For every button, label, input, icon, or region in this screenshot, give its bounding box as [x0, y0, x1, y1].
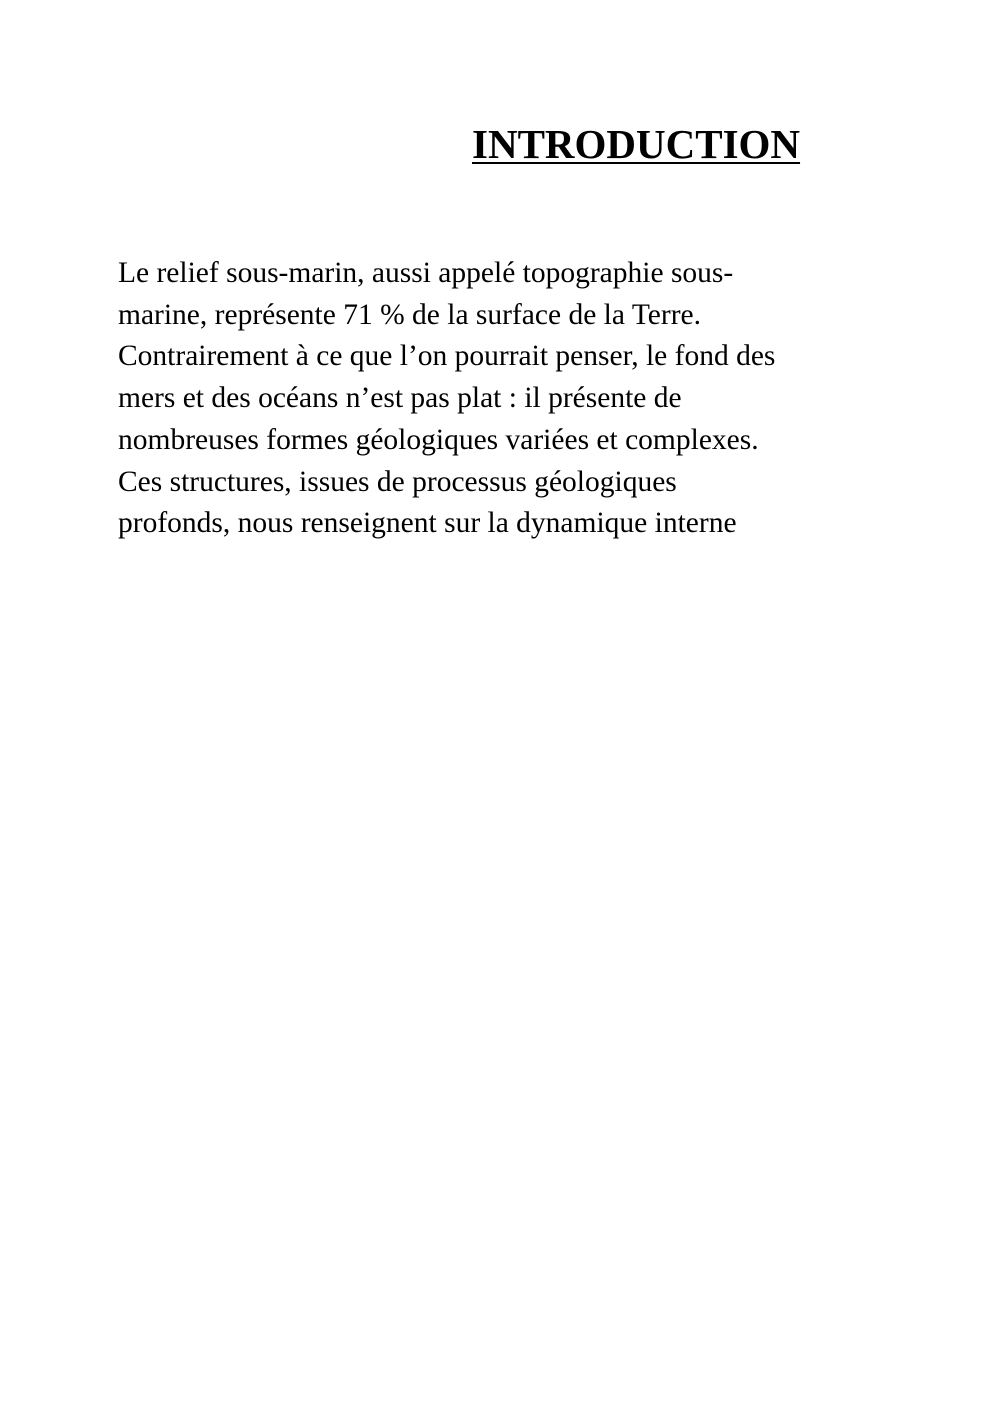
paragraph-line: Ces structures, issues de processus géologiques — [118, 465, 677, 498]
paragraph-line: Le relief sous-marin, aussi appelé topographie sous- — [118, 257, 734, 289]
paragraph-line: profonds, nous renseignent sur la dynamique interne — [118, 507, 737, 540]
paragraph-line: marine, représente 71 % de la surface de la Terre. — [118, 298, 701, 331]
page-title: INTRODUCTION — [472, 121, 801, 167]
paragraph-line: mers et des océans n’est pas plat : il présente de — [118, 382, 682, 415]
introduction-paragraph — [118, 253, 878, 545]
paragraph-line: Contrairement à ce que l’on pourrait penser, le fond des — [118, 340, 776, 373]
paragraph-line: nombreuses formes géologiques variées et complexes. — [118, 423, 759, 456]
